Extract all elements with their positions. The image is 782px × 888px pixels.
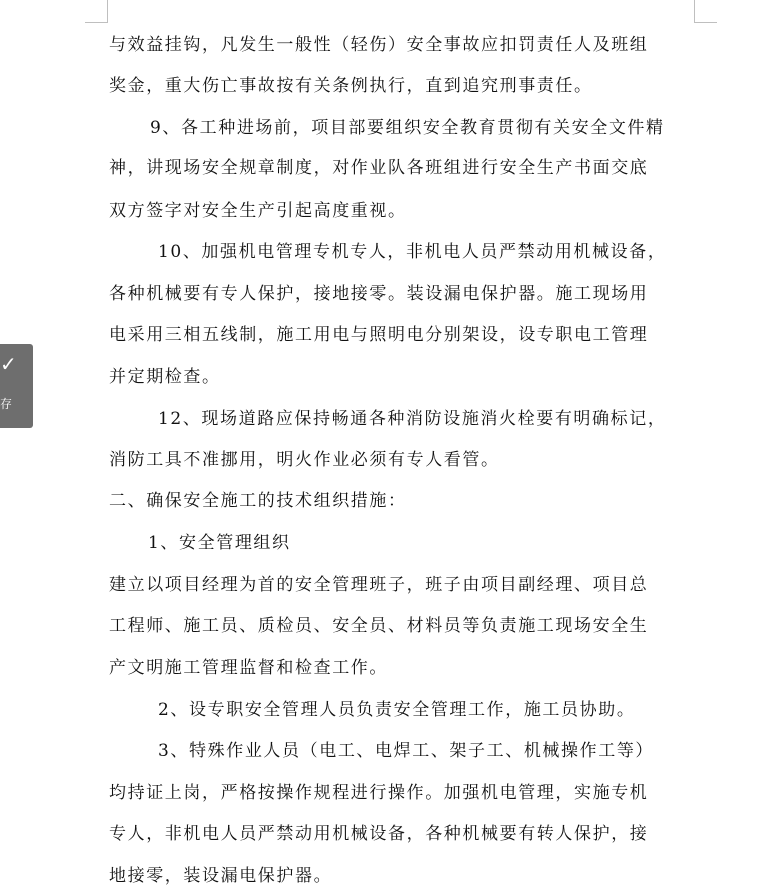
paragraph-line: 12、现场道路应保持畅通各种消防设施消火栓要有明确标记， [158,409,667,429]
paragraph-line: 并定期检查。 [109,367,221,387]
paragraph-line: 9、各工种进场前，项目部要组织安全教育贯彻有关安全文件精 [150,118,665,138]
paragraph-line: 均持证上岗，严格按操作规程进行操作。加强机电管理，实施专机 [109,783,649,803]
paragraph-line: 10、加强机电管理专机专人，非机电人员严禁动用机械设备， [158,242,667,262]
paragraph-line: 奖金，重大伤亡事故按有关条例执行，直到追究刑事责任。 [109,76,593,96]
check-icon: ✓ [0,352,17,376]
paragraph-line: 电采用三相五线制，施工用电与照明电分别架设，设专职电工管理 [109,325,649,345]
page-corner-mark-left [85,0,108,23]
page-corner-mark-right [694,0,717,23]
paragraph-line: 地接零，装设漏电保护器。 [109,866,333,886]
paragraph-line: 神，讲现场安全规章制度，对作业队各班组进行安全生产书面交底 [109,158,649,178]
paragraph-line: 3、特殊作业人员（电工、电焊工、架子工、机械操作工等） [158,741,655,761]
subsection-heading: 1、安全管理组织 [148,533,291,553]
paragraph-line: 产文明施工管理监督和检查工作。 [109,658,388,678]
save-side-tab[interactable] [0,344,33,428]
paragraph-line: 工程师、施工员、质检员、安全员、材料员等负责施工现场安全生 [109,616,649,636]
paragraph-line: 双方签字对安全生产引起高度重视。 [109,201,407,221]
paragraph-line: 各种机械要有专人保护，接地接零。装设漏电保护器。施工现场用 [109,284,649,304]
paragraph-line: 与效益挂钩，凡发生一般性（轻伤）安全事故应扣罚责任人及班组 [109,35,649,55]
paragraph-line: 建立以项目经理为首的安全管理班子，班子由项目副经理、项目总 [109,575,649,595]
paragraph-line: 消防工具不准挪用，明火作业必须有专人看管。 [109,450,500,470]
paragraph-line: 2、设专职安全管理人员负责安全管理工作，施工员协助。 [158,700,636,720]
section-heading: 二、确保安全施工的技术组织措施： [109,491,407,511]
save-side-tab-label: 存 [0,397,13,411]
paragraph-line: 专人，非机电人员严禁动用机械设备，各种机械要有转人保护，接 [109,824,649,844]
